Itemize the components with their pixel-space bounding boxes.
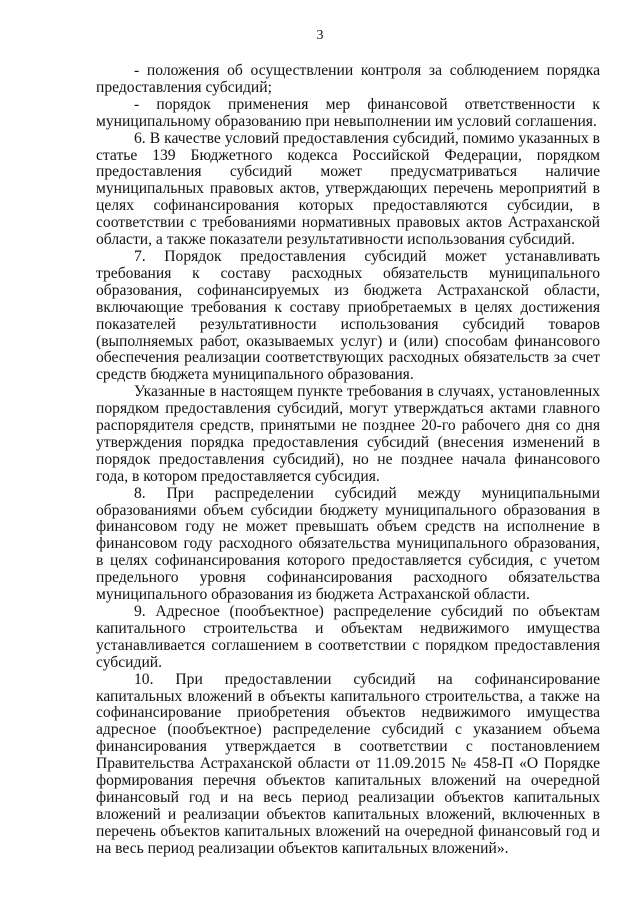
paragraph-7: 7. Порядок предоставления субсидий может устанавливать требования к составу расходных обязательств муниципального образования, софинансируемых из бюджета Астраханской области, включающие требования к составу приобретаемых в целях достижения показателей результативности использования субсидий товаров (выполняемых работ, оказываемых услуг) и (или) способам финансового обеспечения реализации соответствующих расходных обязательств за счет средств бюджета муниципального образования. <box>96 247 600 384</box>
paragraph-9: 9. Адресное (пообъектное) распределение субсидий по объектам капитального строительства и объектам недвижимого имущества устанавливается соглашением в соответствии с порядком предоставления субсидий. <box>96 603 600 671</box>
document-body <box>96 63 600 858</box>
paragraph-7-requirements: Указанные в настоящем пункте требования в случаях, установленных порядком предоставления субсидий, могут утверждаться актами главного распорядителя средств, принятыми не позднее 20-го рабочего дня со дня утверждения порядка предоставления субсидий (внесения изменений в порядок предоставления субсидий), но не позднее начала финансового года, в котором предоставляется субсидия. <box>96 383 600 485</box>
paragraph-8: 8. При распределении субсидий между муниципальными образованиями объем субсидии бюджету муниципального образования в финансовом году не может превышать объем средств на исполнение в финансовом году расходного обязательства муниципального образования, в целях софинансирования которого предоставляется субсидия, с учетом предельного уровня софинансирования расходного обязательства муниципального образования из бюджета Астраханской области. <box>96 484 600 604</box>
paragraph-financial-responsibility: - порядок применения мер финансовой ответственности к муниципальному образованию при невыполнении им условий соглашения. <box>96 95 600 130</box>
paragraph-6: 6. В качестве условий предоставления субсидий, помимо указанных в статье 139 Бюджетного кодекса Российской Федерации, порядком предоставления субсидий может предусматриваться наличие муниципальных правовых актов, утверждающих перечень мероприятий в целях софинансирования которых предоставляются субсидии, в соответствии с требованиями нормативных правовых актов Астраханской области, а также показатели результативности использования субсидий. <box>96 129 600 249</box>
paragraph-control-provisions: - положения об осуществлении контроля за соблюдением порядка предоставления субсидий; <box>96 62 600 96</box>
page-number: 3 <box>316 28 324 43</box>
paragraph-10: 10. При предоставлении субсидий на софинансирование капитальных вложений в объекты капитального строительства, а также на софинансирование приобретения объектов недвижимого имущества адресное (пообъектное) распределение субсидий с указанием объема финансирования утверждается в соответствии с постановлением Правительства Астраханской области от 11.09.2015 № 458-П «О Порядке формирования перечня объектов капитальных вложений на очередной финансовый год и на весь период реализации объектов капитальных вложений и реализации объектов капитальных вложений, включенных в перечень объектов капитальных вложений на очередной финансовый год и на весь период реализации объектов капитальных вложений». <box>96 670 600 857</box>
